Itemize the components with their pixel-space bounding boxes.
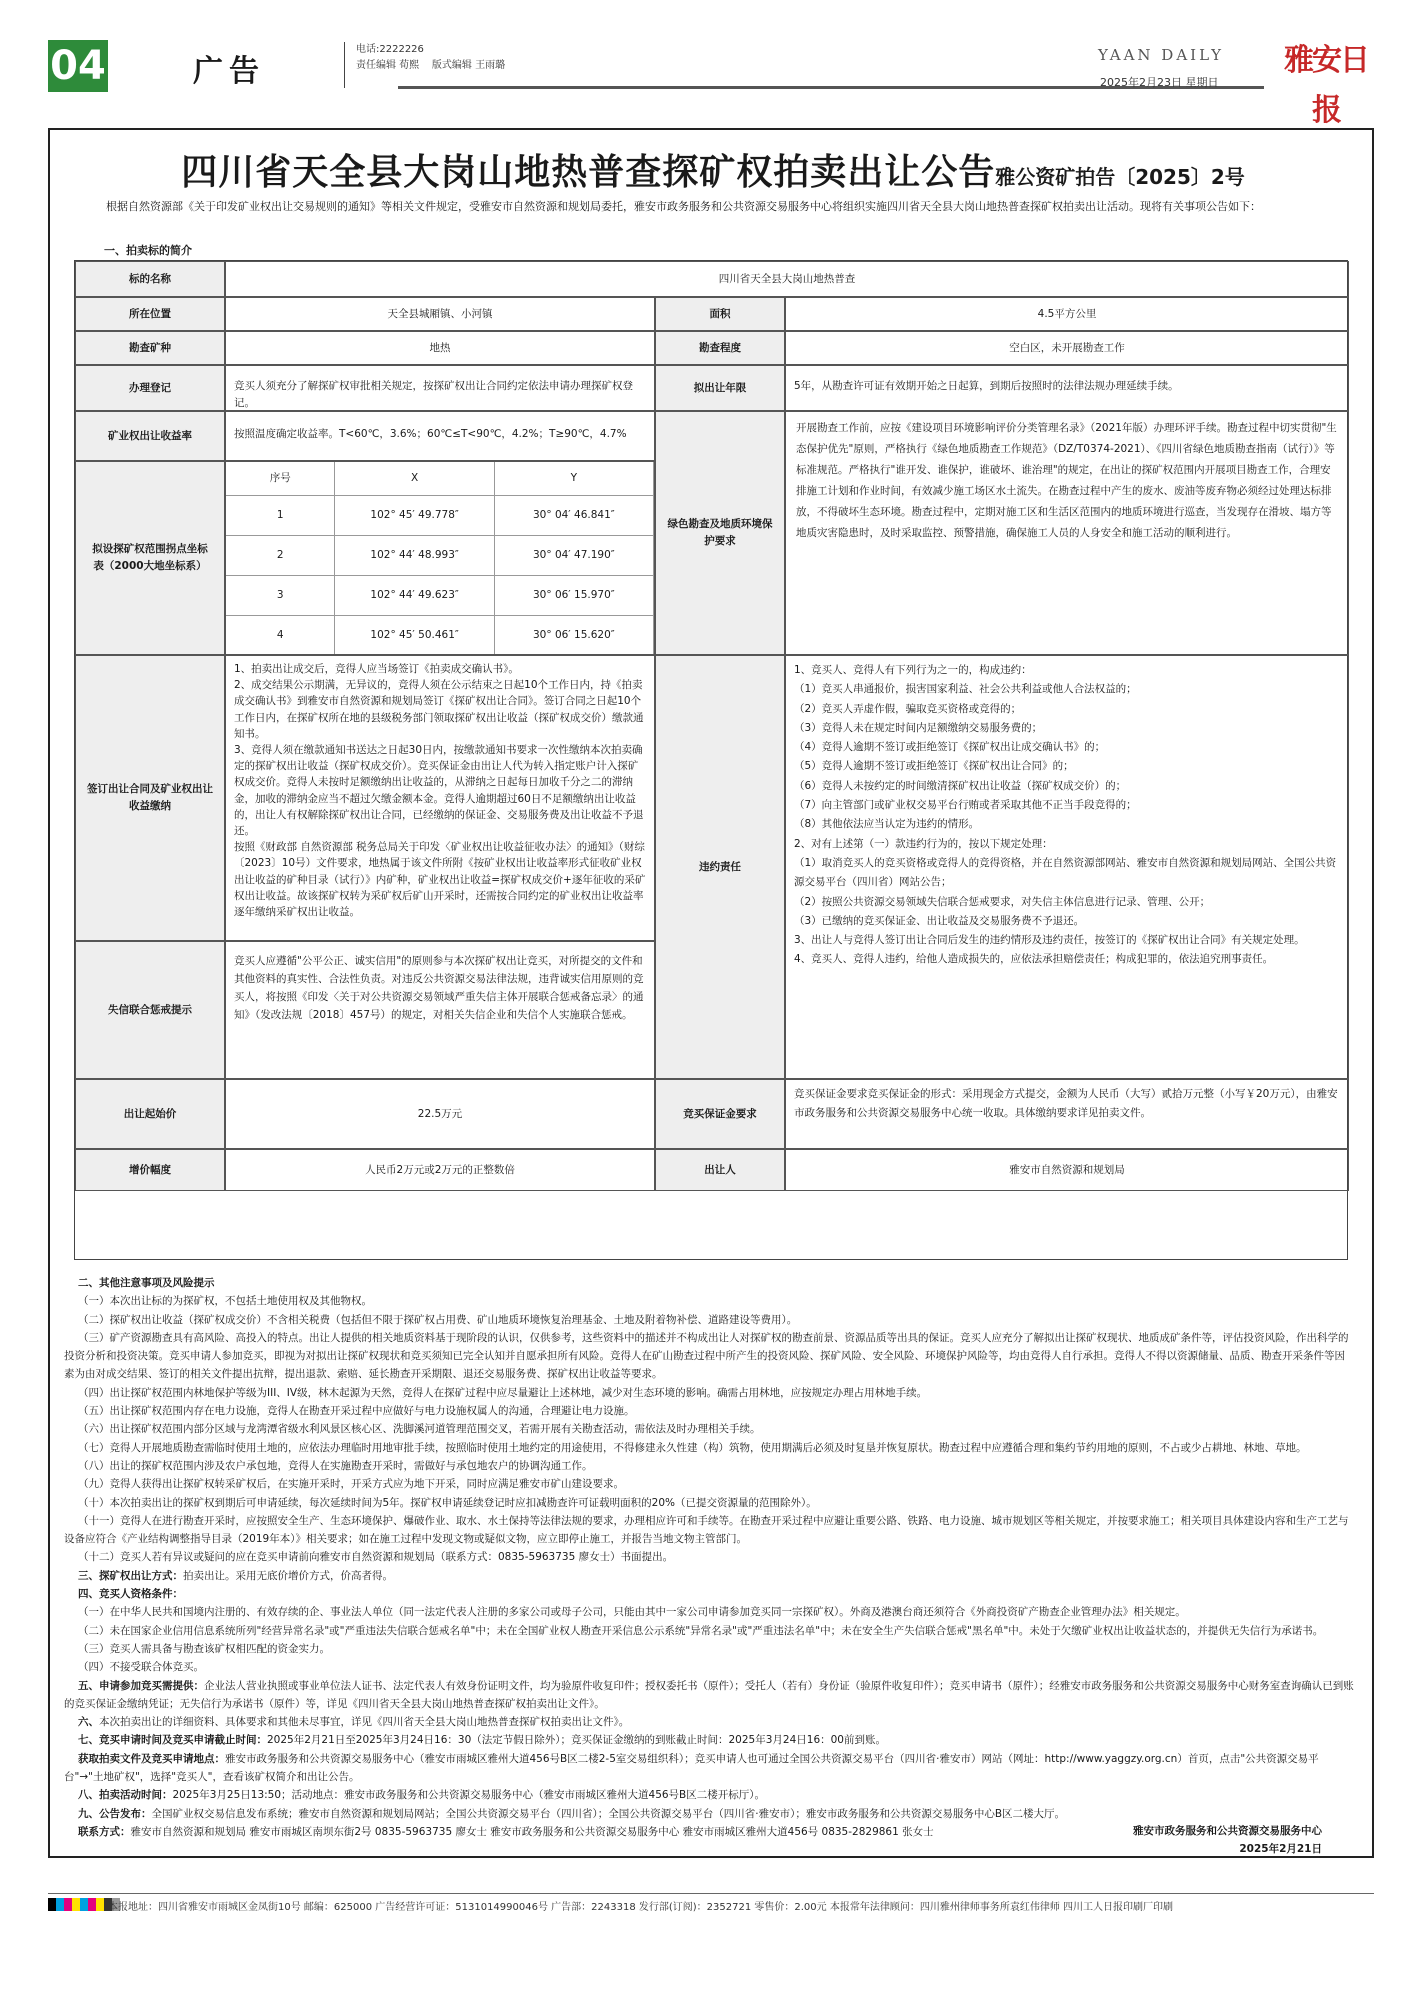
label-degree: 勘查程度 bbox=[655, 331, 785, 365]
label-area: 面积 bbox=[655, 297, 785, 331]
coord-x: 102° 45′ 50.461″ bbox=[335, 616, 494, 655]
paragraph-heading: 七、竞买申请时间及竞买申请截止时间： bbox=[78, 1734, 267, 1747]
notice-paragraph bbox=[64, 1786, 1354, 1804]
label-breach: 违约责任 bbox=[655, 655, 785, 1079]
paragraph-heading: 五、申请参加竞买需提供： bbox=[78, 1679, 204, 1692]
coord-index: 3 bbox=[226, 576, 335, 615]
notice-paragraph bbox=[64, 1494, 1354, 1512]
value-location: 天全县城厢镇、小河镇 bbox=[225, 297, 655, 331]
header-divider bbox=[344, 42, 345, 88]
paragraph-text: （四）不接受联合体竞买。 bbox=[78, 1661, 204, 1674]
label-grantor: 出让人 bbox=[655, 1149, 785, 1191]
paragraph-heading: 获取拍卖文件及竞买申请地点： bbox=[78, 1752, 225, 1765]
notice-paragraph bbox=[64, 1475, 1354, 1493]
section-name: 广告 bbox=[193, 54, 265, 89]
notice-paragraph bbox=[64, 1603, 1354, 1621]
notice-paragraph bbox=[64, 1311, 1354, 1329]
editor-info: 电话:2222226 责任编辑 荀熙 版式编辑 王雨璐 bbox=[356, 44, 506, 71]
label-increment: 增价幅度 bbox=[75, 1149, 225, 1191]
label-name: 标的名称 bbox=[75, 261, 225, 297]
footer-info: 本报地址：四川省雅安市雨城区金凤街10号 邮编：625000 广告经营许可证：5131014990046号 广告部：2243318 发行部(订阅)：2352721 零售价：2.00元 本报常年法律顾问：四川雅州律师事务所袁红伟律师 四川工人日报印刷厂印刷 bbox=[108, 1902, 1173, 1913]
paragraph-text: （三）矿产资源勘查具有高风险、高投入的特点。出让人提供的相关地质资料基于现阶段的认识，仅供参考，这些资料中的描述并不构成出让人对探矿权的勘查前景、资源品质等出具的保证。竞买人应充分了解拟出让探矿权现状、地质成矿条件等，评估投资风险，作出科学的投资分析和投资决策。竞买申请人参加竞买，即视为对拟出让探矿权现状和竞买须知已完全认知并自愿承担所有风险。竞得人在矿山勘查过程中所产生的投资风险、探矿风险、安全风险、环境保护风险等，均由竞得人自行承担。竞得人不得以资源储量、品质、勘查开采条件等因素为由对成交结果、签订的相关文件提出抗辩，提出退款、索赔、延长勘查开采期限、退还交易服务费、探矿权出让收益等要求。 bbox=[64, 1331, 1349, 1381]
coord-x: 102° 44′ 48.993″ bbox=[335, 536, 494, 575]
paragraph-text: （五）出让探矿权范围内存在电力设施，竞得人在勘查开采过程中应做好与电力设施权属人的沟通，合理避让电力设施。 bbox=[78, 1405, 635, 1418]
notice-paragraph bbox=[64, 1512, 1354, 1549]
paragraph-text: （十一）竞得人在进行勘查开采时，应按照安全生产、生态环境保护、爆破作业、取水、水土保持等法律法规的要求，办理相应许可和手续等。在勘查开采过程中应避让重要公路、铁路、电力设施、城市规划区等相关规定，并按要求施工；相关项目具体建设内容和生产工艺与设备应符合《产业结构调整指导目录（2019年本）》相关要求；如在施工过程中发现文物或疑似文物，应立即停止施工，并报告当地文物主管部门。 bbox=[64, 1514, 1349, 1546]
page-number: 04 bbox=[48, 40, 108, 92]
paragraph-text: 拍卖出让。采用无底价增价方式，价高者得。 bbox=[183, 1569, 393, 1582]
coord-index: 2 bbox=[226, 536, 335, 575]
value-mineral: 地热 bbox=[225, 331, 655, 365]
label-start-price: 出让起始价 bbox=[75, 1079, 225, 1149]
value-registration: 竞买人须充分了解探矿权审批相关规定，按探矿权出让合同约定依法申请办理探矿权登记。 bbox=[225, 365, 655, 411]
paragraph-heading: 六、 bbox=[78, 1716, 99, 1729]
value-increment: 人民币2万元或2万元的正整数倍 bbox=[225, 1149, 655, 1191]
notice-paragraph bbox=[64, 1329, 1354, 1384]
label-mineral: 勘查矿种 bbox=[75, 331, 225, 365]
paragraph-text: （二）未在国家企业信用信息系统所列"经营异常名录"或"严重违法失信联合惩戒名单"中；未在全国矿业权人勘查开采信息公示系统"异常名录"或"严重违法名单"中；未在安全生产失信联合惩戒"黑名单"中。未处于欠缴矿业权出让收益状态的，并提供无失信行为承诺书。 bbox=[78, 1624, 1324, 1637]
notice-paragraph bbox=[64, 1439, 1354, 1457]
paragraph-heading: 三、探矿权出让方式： bbox=[78, 1569, 183, 1582]
paragraph-heading: 四、竞买人资格条件： bbox=[78, 1588, 183, 1601]
section-heading: 一、拍卖标的简介 bbox=[104, 244, 192, 257]
paragraph-heading: 联系方式： bbox=[78, 1825, 131, 1838]
color-swatch bbox=[88, 1898, 96, 1911]
value-start-price: 22.5万元 bbox=[225, 1079, 655, 1149]
notice-paragraph bbox=[64, 1402, 1354, 1420]
value-grantor: 雅安市自然资源和规划局 bbox=[785, 1149, 1349, 1191]
value-royalty: 按照温度确定收益率。T<60℃，3.6%；60℃≤T<90℃，4.2%；T≥90℃，4.7% bbox=[225, 411, 655, 461]
info-table bbox=[74, 260, 1348, 1260]
value-name: 四川省天全县大岗山地热普查 bbox=[225, 261, 1349, 297]
value-green-requirements: 开展勘查工作前，应按《建设项目环境影响评价分类管理名录》（2021年版）办理环评手续。勘查过程中切实贯彻"生态保护优先"原则，严格执行《绿色地质勘查工作规范》（DZ/T0374-2021）、《四川省绿色地质勘查指南（试行）》等标准规范。严格执行"谁开发、谁保护，谁破坏、谁治理"的规定，在出让的探矿权范围内开展项目勘查工作，合理安排施工计划和作业时间，有效减少施工场区水土流失。在勘查过程中产生的废水、废油等废弃物必须经过处理达标排放，不得破坏生态环境。勘查过程中，定期对施工区和生活区范围内的地质环境进行巡查，当发现存在滑坡、塌方等地质灾害隐患时，及时采取监控、预警措施，确保施工人员的人身安全和施工活动的顺利进行。 bbox=[785, 411, 1349, 655]
intro-paragraph: 根据自然资源部《关于印发矿业权出让交易规则的通知》等相关文件规定，受雅安市自然资源和规划局委托，雅安市政务服务和公共资源交易服务中心将组织实施四川省天全县大岗山地热普查探矿权拍卖出让活动。现将有关事项公告如下： bbox=[106, 200, 1261, 213]
coordinate-row bbox=[226, 616, 654, 655]
coord-x: X bbox=[335, 462, 494, 495]
paragraph-text: 全国矿业权交易信息发布系统；雅安市自然资源和规划局网站；全国公共资源交易平台（四川省）；全国公共资源交易平台（四川省·雅安市）；雅安市政务服务和公共资源交易服务中心B区二楼大厅。 bbox=[151, 1807, 1066, 1820]
coord-y: Y bbox=[495, 462, 654, 495]
coordinate-row bbox=[226, 576, 654, 616]
notice-paragraph bbox=[64, 1713, 1354, 1731]
coord-y: 30° 06′ 15.620″ bbox=[495, 616, 654, 655]
paragraph-text: （十）本次拍卖出让的探矿权到期后可申请延续，每次延续时间为5年。探矿权申请延续登记时应扣减勘查许可证载明面积的20%（已提交资源量的范围除外）。 bbox=[78, 1496, 817, 1509]
value-term: 5年，从勘查许可证有效期开始之日起算，到期后按照时的法律法规办理延续手续。 bbox=[785, 365, 1349, 411]
color-swatch bbox=[96, 1898, 104, 1911]
signoff bbox=[1133, 1822, 1322, 1858]
color-swatch bbox=[80, 1898, 88, 1911]
coord-x: 102° 44′ 49.623″ bbox=[335, 576, 494, 615]
paragraph-heading: 九、公告发布： bbox=[78, 1807, 152, 1820]
label-green-requirements: 绿色勘查及地质环境保护要求 bbox=[655, 411, 785, 655]
notice-paragraph bbox=[64, 1457, 1354, 1475]
label-contract-payment: 签订出让合同及矿业权出让收益缴纳 bbox=[75, 655, 225, 941]
page-header bbox=[48, 40, 1374, 128]
coord-y: 30° 04′ 47.190″ bbox=[495, 536, 654, 575]
notice-paragraph bbox=[64, 1750, 1354, 1787]
coordinate-row bbox=[226, 536, 654, 576]
color-swatch bbox=[48, 1898, 56, 1911]
title-doc-number: 雅公资矿拍告〔2025〕2号 bbox=[995, 165, 1245, 189]
notice-paragraph bbox=[64, 1677, 1354, 1714]
issue-date: 2025年2月23日 星期日 bbox=[1100, 76, 1219, 89]
paragraph-text: 雅安市自然资源和规划局 雅安市雨城区南坝东街2号 0835-5963735 廖女士 雅安市政务服务和公共资源交易服务中心 雅安市雨城区雅州大道456号 0835-2829861 张女士 bbox=[130, 1825, 934, 1838]
notice-paragraph bbox=[64, 1805, 1354, 1823]
announcement-title bbox=[80, 144, 1346, 195]
paragraph-text: 雅安市政务服务和公共资源交易服务中心（雅安市雨城区雅州大道456号B区二楼2-5室交易组织科）；竞买申请人也可通过全国公共资源交易平台（四川省·雅安市）网站（网址：http://www.yaggzy.org.cn）首页，点击"公共资源交易平台"→"土地矿权"，选择"竞买人"，查看该矿权简介和出让公告。 bbox=[64, 1752, 1319, 1784]
paragraph-text: （八）出让的探矿权范围内涉及农户承包地，竞得人在实施勘查开采时，需做好与承包地农户的协调沟通工作。 bbox=[78, 1459, 593, 1472]
color-swatch bbox=[64, 1898, 72, 1911]
label-registration: 办理登记 bbox=[75, 365, 225, 411]
value-contract-payment: 1、拍卖出让成交后，竞得人应当场签订《拍卖成交确认书》。 2、成交结果公示期满，无异议的，竞得人须在公示结束之日起10个工作日内，持《拍卖成交确认书》到雅安市自然资源和规划局签订《探矿权出让合同》。签订合同之日起10个工作日内，在探矿权所在地的县级税务部门领取探矿权出让收益（探矿权成交价）缴款通知书。 3、竞得人须在缴款通知书送达之日起30日内，按缴款通知书要求一次性缴纳本次拍卖确定的探矿权出让收益（探矿权成交价）。竞买保证金由出让人代为转入指定账户计入探矿权成交价。竞得人未按时足额缴纳出让收益的，从滞纳之日起每日加收千分之二的滞纳金，加收的滞纳金应当不超过欠缴金额本金。竞得人逾期超过60日不足额缴纳出让收益的，出让人有权解除探矿权出让合同，已经缴纳的保证金、交易服务费及出让收益不予退还。 按照《财政部 自然资源部 税务总局关于印发〈矿业权出让收益征收办法〉的通知》（财综〔2023〕10号）文件要求，地热属于该文件所附《按矿业权出让收益率形式征收矿业权出让收益的矿种目录（试行）》内矿种，矿业权出让收益=探矿权成交价+逐年征收的采矿权出让收益。故该探矿权转为采矿权后矿山开采时，还需按合同约定的矿业权出让收益率逐年缴纳采矿权出让收益。 bbox=[225, 655, 655, 941]
label-location: 所在位置 bbox=[75, 297, 225, 331]
coord-y: 30° 06′ 15.970″ bbox=[495, 576, 654, 615]
coord-index: 1 bbox=[226, 496, 335, 535]
title-main: 四川省天全县大岗山地热普查探矿权拍卖出让公告 bbox=[181, 152, 996, 193]
coord-index: 序号 bbox=[226, 462, 335, 495]
paper-name: YAAN DAILY bbox=[1098, 46, 1224, 64]
coord-x: 102° 45′ 49.778″ bbox=[335, 496, 494, 535]
notice-paragraph bbox=[64, 1567, 1354, 1585]
coordinate-row bbox=[226, 496, 654, 536]
label-deposit: 竞买保证金要求 bbox=[655, 1079, 785, 1149]
coordinate-table bbox=[225, 461, 655, 655]
paragraph-text: 2025年3月25日13:50；活动地点：雅安市政务服务和公共资源交易服务中心（雅安市雨城区雅州大道456号B区二楼开标厅）。 bbox=[172, 1789, 766, 1802]
notice-paragraph bbox=[64, 1274, 1354, 1292]
notice-paragraph bbox=[64, 1548, 1354, 1566]
paragraph-text: （一）在中华人民共和国境内注册的、有效存续的企、事业法人单位（同一法定代表人注册的多家公司或母子公司，只能由其中一家公司申请参加竞买同一宗探矿权）。外商及港澳台商还须符合《外商投资矿产勘查企业管理办法》相关规定。 bbox=[78, 1606, 1186, 1619]
paragraph-text: （九）竞得人获得出让探矿权转采矿权后，在实施开采时，开采方式应为地下开采，同时应满足雅安市矿山建设要求。 bbox=[78, 1478, 624, 1491]
paragraph-heading: 二、其他注意事项及风险提示 bbox=[78, 1277, 215, 1289]
label-coordinates: 拟设探矿权范围拐点坐标表（2000大地坐标系） bbox=[75, 461, 225, 655]
coordinate-header-row bbox=[226, 462, 654, 496]
page-footer bbox=[48, 1893, 1374, 1913]
notice-paragraph bbox=[64, 1420, 1354, 1438]
signoff-date: 2025年2月21日 bbox=[1239, 1843, 1322, 1855]
paragraph-heading: 八、拍卖活动时间： bbox=[78, 1789, 173, 1802]
coord-y: 30° 04′ 46.841″ bbox=[495, 496, 654, 535]
announcement-frame bbox=[48, 128, 1374, 1858]
newspaper-logo: 雅安日报 bbox=[1284, 43, 1368, 128]
notice-paragraph bbox=[64, 1658, 1354, 1676]
notice-paragraph bbox=[64, 1640, 1354, 1658]
paragraph-text: 企业法人营业执照或事业单位法人证书、法定代表人有效身份证明文件，均为验原件收复印件；授权委托书（原件）；受托人（若有）身份证（验原件收复印件）；竞买申请书（原件）；经雅安市政务服务和公共资源交易服务中心财务室查询确认已到账的竞买保证金缴纳凭证；无失信行为承诺书（原件）等，详见《四川省天全县大岗山地热普查探矿权拍卖出让文件》。 bbox=[64, 1679, 1354, 1710]
notice-paragraph bbox=[64, 1384, 1354, 1402]
value-breach: 1、竞买人、竞得人有下列行为之一的，构成违约： （1）竞买人串通报价，损害国家利益、社会公共利益或他人合法权益的； （2）竞买人弄虚作假，骗取竞买资格或竞得的； （3）竞得人未在规定时间内足额缴纳交易服务费的； （4）竞得人逾期不签订或拒绝签订《探矿权出让成交确认书》的； （5）竞得人逾期不签订或拒绝签订《探矿权出让合同》的； （6）竞得人未按约定的时间缴清探矿权出让收益（探矿权成交价）的； （7）向主管部门或矿业权交易平台行贿或者采取其他不正当手段竞得的； （8）其他依法应当认定为违约的情形。 2、对有上述第（一）款违约行为的，按以下规定处理： （1）取消竞买人的竞买资格或竞得人的竞得资格，并在自然资源部网站、雅安市自然资源和规划局网站、全国公共资源交易平台（四川省）网站公告； （2）按照公共资源交易领域失信联合惩戒要求，对失信主体信息进行记录、管理、公开； （3）已缴纳的竞买保证金、出让收益及交易服务费不予退还。 3、出让人与竞得人签订出让合同后发生的违约情形及违约责任，按签订的《探矿权出让合同》有关规定处理。 4、竞买人、竞得人违约，给他人造成损失的，应依法承担赔偿责任；构成犯罪的，依法追究刑事责任。 bbox=[785, 655, 1349, 1079]
color-swatch bbox=[72, 1898, 80, 1911]
value-deposit: 竞买保证金要求竞买保证金的形式：采用现金方式提交，金额为人民币（大写）贰拾万元整（小写￥20万元），由雅安市政务服务和公共资源交易服务中心统一收取。具体缴纳要求详见拍卖文件。 bbox=[785, 1079, 1349, 1149]
paragraph-text: 2025年2月21日至2025年3月24日16：30（法定节假日除外）；竞买保证金缴纳的到账截止时间：2025年3月24日16：00前到账。 bbox=[267, 1734, 886, 1747]
coord-index: 4 bbox=[226, 616, 335, 655]
value-degree: 空白区，未开展勘查工作 bbox=[785, 331, 1349, 365]
paragraph-text: （二）探矿权出让收益（探矿权成交价）不含相关税费（包括但不限于探矿权占用费、矿山地质环境恢复治理基金、土地及附着物补偿、道路建设等费用）。 bbox=[78, 1313, 798, 1326]
value-credit: 竞买人应遵循"公平公正、诚实信用"的原则参与本次探矿权出让竞买，对所提交的文件和其他资料的真实性、合法性负责。对违反公共资源交易法律法规，违背诚实信用原则的竞买人，将按照《印发〈关于对公共资源交易领域严重失信主体开展联合惩戒备忘录〉的通知》（发改法规〔2018〕457号）的规定，对相关失信企业和失信个人实施联合惩戒。 bbox=[225, 941, 655, 1079]
label-term: 拟出让年限 bbox=[655, 365, 785, 411]
paragraph-text: （四）出让探矿权范围内林地保护等级为III、IV级，林木起源为天然，竞得人在探矿过程中应尽量避让上述林地，减少对生态环境的影响。确需占用林地，应按规定办理占用林地手续。 bbox=[78, 1386, 928, 1399]
paragraph-text: （六）出让探矿权范围内部分区域与龙湾潭省级水利风景区核心区、洗脚溪河道管理范围交叉，若需开展有关勘查活动，需依法及时办理相关手续。 bbox=[78, 1423, 761, 1436]
signoff-org: 雅安市政务服务和公共资源交易服务中心 bbox=[1133, 1825, 1322, 1837]
notice-paragraph bbox=[64, 1622, 1354, 1640]
paragraph-text: 本次拍卖出让的详细资料、具体要求和其他未尽事宜，详见《四川省天全县大岗山地热普查探矿权拍卖出让文件》。 bbox=[99, 1716, 630, 1729]
notice-paragraph bbox=[64, 1292, 1354, 1310]
label-credit: 失信联合惩戒提示 bbox=[75, 941, 225, 1079]
paragraph-text: （一）本次出让标的为探矿权，不包括土地使用权及其他物权。 bbox=[78, 1295, 372, 1308]
paragraph-text: （七）竞得人开展地质勘查需临时使用土地的，应依法办理临时用地审批手续，按照临时使用土地约定的用途使用，不得修建永久性建（构）筑物，使用期满后必须及时复垦并恢复原状。勘查过程中应遵循合理和集约节约用地的原则，不占或少占耕地、林地、草地。 bbox=[78, 1441, 1307, 1454]
paragraph-text: （三）竞买人需具备与勘查该矿权相匹配的资金实力。 bbox=[78, 1642, 330, 1655]
paragraph-text: （十二）竞买人若有异议或疑问的应在竞买申请前向雅安市自然资源和规划局（联系方式：0835-5963735 廖女士）书面提出。 bbox=[78, 1551, 674, 1564]
notice-paragraph bbox=[64, 1585, 1354, 1603]
notice-paragraph bbox=[64, 1731, 1354, 1749]
notice-body bbox=[64, 1274, 1354, 1841]
value-area: 4.5平方公里 bbox=[785, 297, 1349, 331]
label-royalty: 矿业权出让收益率 bbox=[75, 411, 225, 461]
color-swatch bbox=[56, 1898, 64, 1911]
